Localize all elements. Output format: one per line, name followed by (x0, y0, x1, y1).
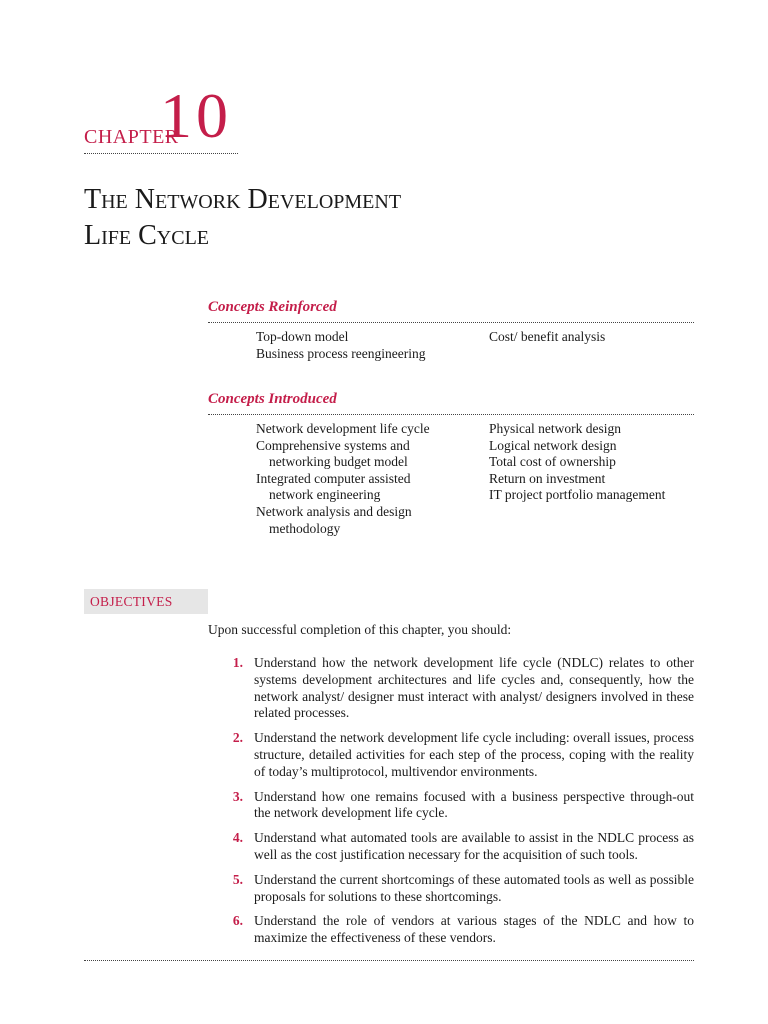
concept-item: Integrated computer assisted (256, 470, 411, 486)
concept-item: Top-down model (256, 329, 349, 344)
concepts-reinforced-heading: Concepts Reinforced (208, 299, 337, 315)
objective-number: 3. (232, 788, 243, 804)
chapter-divider (84, 153, 238, 154)
concept-item-continued: methodology (269, 520, 341, 536)
concept-item: Logical network design (489, 437, 617, 453)
concept-item: Cost/ benefit analysis (489, 329, 606, 344)
objective-text: Understand the current shortcomings of these automated tools as well as possible proposals for solutions to these shortcomings. (254, 871, 694, 904)
objective-text: Understand the role of vendors at various stages of the NDLC and how to maximize the effectiveness of these vendors. (254, 913, 694, 946)
objective-number: 2. (232, 730, 243, 746)
concepts-introduced-left (256, 421, 430, 537)
objectives-list (226, 655, 694, 955)
chapter-title-line-1: The Network Development (84, 184, 402, 215)
concepts-reinforced-left (256, 329, 425, 362)
objective-text: Understand the network development life cycle including: overall issues, process structure, detailed activities for each step of the process, coping with the reality of today’s multiprotocol, multivendor environments. (254, 730, 694, 779)
chapter-label: CHAPTER (84, 126, 179, 148)
objectives-label: OBJECTIVES (84, 589, 208, 614)
concept-item: Physical network design (489, 421, 621, 436)
objective-number: 6. (232, 913, 243, 929)
objective-item (226, 730, 694, 780)
concept-item: Business process reengineering (256, 345, 426, 361)
concept-item: Network development life cycle (256, 421, 430, 436)
objective-number: 5. (232, 871, 243, 887)
chapter-number: 10 (160, 80, 232, 151)
concept-item: IT project portfolio management (489, 487, 666, 503)
concepts-introduced-divider (208, 414, 694, 415)
concept-item: Network analysis and design (256, 503, 412, 519)
objective-text: Understand what automated tools are available to assist in the NDLC process as well as the cost justification necessary for the acquisition of such tools. (254, 830, 694, 862)
concept-item: Return on investment (489, 470, 606, 486)
concept-item-continued: networking budget model (269, 454, 408, 470)
concepts-reinforced-right (489, 329, 605, 346)
chapter-title (84, 182, 401, 254)
chapter-title-line-2: Life Cycle (84, 220, 209, 251)
objective-number: 4. (232, 830, 243, 846)
objective-item (226, 789, 694, 823)
concepts-reinforced-divider (208, 322, 694, 323)
page-bottom-divider (84, 960, 694, 961)
objective-number: 1. (232, 655, 243, 670)
objective-text: Understand how one remains focused with a business perspective through-out the network development life cycle. (254, 788, 694, 821)
concept-item-continued: network engineering (269, 487, 381, 503)
objectives-intro: Upon successful completion of this chapter, you should: (208, 622, 512, 637)
objective-text: Understand how the network development life cycle (NDLC) relates to other systems development architectures and life cycles and, consequently, how the network analyst/ designer must interact with analyst/ designers involved in these related processes. (254, 655, 694, 721)
concepts-introduced-right (489, 421, 665, 504)
objective-item (226, 830, 694, 864)
objective-item (226, 872, 694, 906)
objective-item (226, 913, 694, 947)
objective-item (226, 655, 694, 722)
concept-item: Comprehensive systems and (256, 437, 410, 453)
concept-item: Total cost of ownership (489, 454, 616, 470)
concepts-introduced-heading: Concepts Introduced (208, 391, 337, 407)
